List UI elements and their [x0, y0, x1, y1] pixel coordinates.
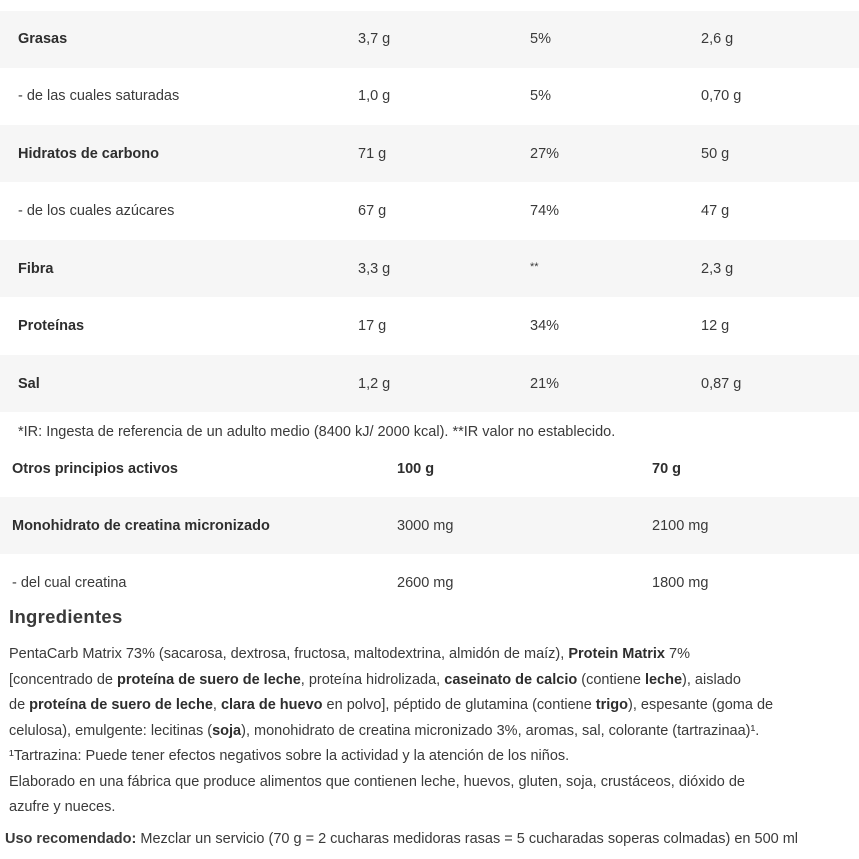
table-row — [0, 182, 859, 239]
tartrazine-note: ¹Tartrazina: Puede tener efectos negativos sobre la actividad y la atención de los niños. — [9, 748, 570, 764]
ir-footnote: *IR: Ingesta de referencia de un adulto medio (8400 kJ/ 2000 kcal). **IR valor no establecido. — [18, 424, 616, 440]
table-row — [0, 497, 859, 554]
allergen-note-line: azufre y nueces. — [9, 799, 116, 815]
row-label: - del cual creatina — [12, 575, 127, 591]
row-label: Monohidrato de creatina micronizado — [12, 518, 270, 534]
per100-value: 17 g — [358, 318, 387, 334]
bold-span: soja — [212, 722, 242, 739]
table-row — [0, 297, 859, 354]
col-100g-value: 3000 mg — [397, 518, 454, 534]
ingredients-line — [9, 642, 854, 668]
row-label: Sal — [18, 376, 40, 392]
row-label: Proteínas — [18, 318, 85, 334]
table-row — [0, 125, 859, 182]
per100-value: 3,7 g — [358, 31, 391, 47]
recommended-use-label: Uso recomendado: — [5, 831, 137, 847]
ir-value: 5% — [530, 31, 551, 47]
ir-value: 34% — [530, 318, 560, 334]
row-label: - de las cuales saturadas — [18, 88, 180, 104]
bold-span: proteína de suero de leche — [117, 671, 301, 688]
header-col-100g: 100 g — [397, 461, 435, 477]
recommended-use-text: Mezclar un servicio (70 g = 2 cucharas medidoras rasas = 5 cucharadas soperas colmadas) en 500 ml — [136, 831, 799, 847]
header-label: Otros principios activos — [12, 461, 178, 477]
text-span: ), aislado — [682, 671, 741, 688]
col-100g-value: 2600 mg — [397, 575, 454, 591]
col-70g-value: 1800 mg — [652, 575, 709, 591]
text-span: , — [212, 697, 221, 713]
ir-value: 27% — [530, 146, 560, 162]
text-span: (contiene — [577, 671, 645, 688]
header-col-70g: 70 g — [652, 461, 682, 477]
serving-value: 47 g — [701, 203, 730, 219]
ir-value: 74% — [530, 203, 560, 219]
bold-span: clara de huevo — [220, 697, 323, 713]
ir-value: ** — [530, 261, 539, 273]
serving-value: 50 g — [701, 146, 730, 162]
allergen-note-line: Elaborado en una fábrica que produce alimentos que contienen leche, huevos, gluten, soja, crustáceos, dióxido de — [9, 773, 745, 790]
row-label: - de los cuales azúcares — [18, 203, 175, 219]
ingredients-line — [9, 668, 854, 694]
bold-span: leche — [644, 671, 683, 688]
per100-value: 67 g — [358, 203, 387, 219]
ingredients-line — [9, 719, 854, 745]
serving-value: 12 g — [701, 318, 730, 334]
text-span: 7% — [665, 646, 690, 662]
table-row — [0, 355, 859, 412]
ingredients-title: Ingredientes — [9, 606, 123, 627]
per100-value: 71 g — [358, 146, 387, 162]
table-header — [0, 445, 859, 497]
per100-value: 3,3 g — [358, 261, 391, 277]
per100-value: 1,0 g — [358, 88, 391, 104]
text-span: PentaCarb Matrix 73% (sacarosa, dextrosa, fructosa, maltodextrina, almidón de maíz), — [9, 646, 569, 662]
serving-value: 2,3 g — [701, 261, 734, 277]
text-span: celulosa), emulgente: lecitinas ( — [9, 722, 213, 739]
text-span: ), espesante (goma de — [628, 697, 774, 713]
bold-span: Protein Matrix — [568, 646, 665, 662]
table-row — [0, 554, 859, 611]
ir-value: 5% — [530, 88, 551, 104]
ingredients-line — [9, 693, 854, 719]
per100-value: 1,2 g — [358, 376, 391, 392]
bold-span: proteína de suero de leche — [29, 697, 213, 713]
row-label: Fibra — [18, 261, 54, 277]
table-row — [0, 11, 859, 68]
ir-value: 21% — [530, 376, 560, 392]
text-span: ), monohidrato de creatina micronizado 3%, aromas, sal, colorante (tartrazinaa)¹. — [241, 722, 760, 739]
table-row — [0, 240, 859, 297]
serving-value: 0,87 g — [701, 376, 742, 392]
text-span: en polvo], péptido de glutamina (contiene — [322, 697, 596, 713]
bold-span: caseinato de calcio — [444, 671, 578, 688]
row-label: Grasas — [18, 31, 68, 47]
row-label: Hidratos de carbono — [18, 146, 159, 162]
text-span: , proteína hidrolizada, — [300, 671, 445, 688]
col-70g-value: 2100 mg — [652, 518, 709, 534]
recommended-use — [5, 827, 798, 852]
serving-value: 0,70 g — [701, 88, 742, 104]
serving-value: 2,6 g — [701, 31, 734, 47]
table-row — [0, 68, 859, 125]
ingredients-text — [9, 642, 854, 821]
text-span: [concentrado de — [9, 671, 118, 688]
bold-span: trigo — [595, 697, 629, 713]
text-span: de — [9, 697, 30, 713]
